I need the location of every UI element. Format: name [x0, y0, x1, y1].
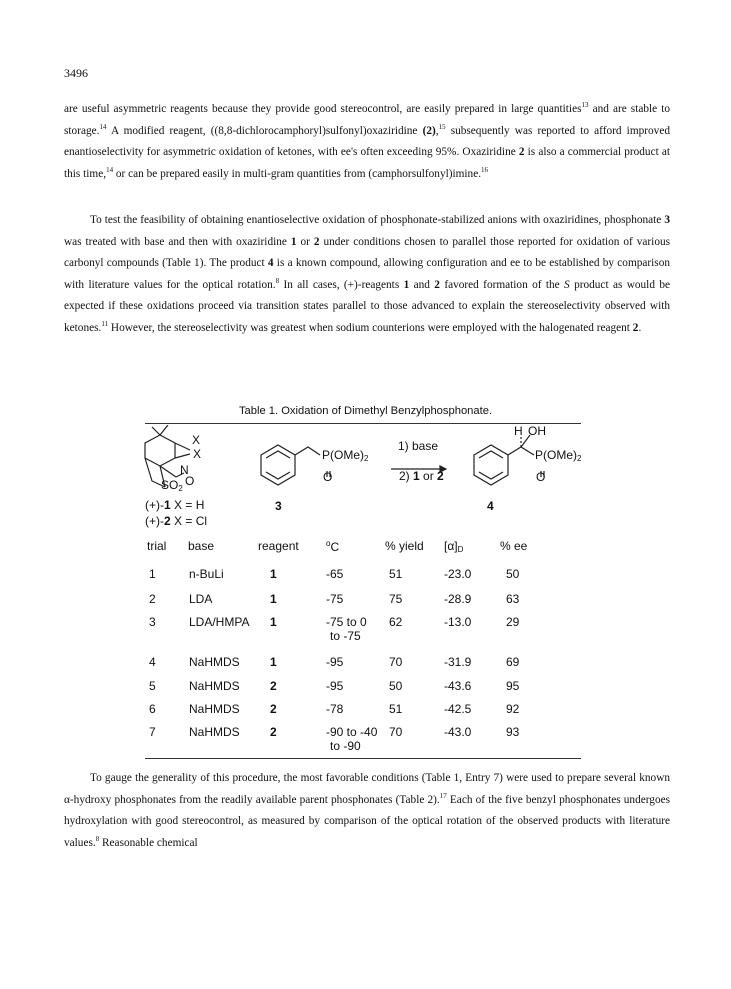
cell-trial: 3 [149, 615, 156, 629]
cell-yield: 70 [389, 655, 403, 669]
reaction-step-1: 1) base [398, 439, 439, 453]
cell-ee: 69 [506, 655, 520, 669]
compound-3-label: 3 [275, 499, 282, 513]
cell-base: NaHMDS [189, 655, 240, 669]
cell-yield: 75 [389, 592, 403, 606]
phosphonate-4-group: $P(OMe)_2$ [535, 448, 582, 463]
page-number: 3496 [64, 66, 88, 80]
cell-yield: 50 [389, 679, 403, 693]
phosphonate-4-oxygen: O [536, 470, 546, 484]
cell-rotation: -42.5 [444, 702, 472, 716]
cell-reagent: 1 [270, 615, 277, 629]
header-trial: trial [147, 539, 167, 553]
cell-ee: 95 [506, 679, 520, 693]
table-bottom-rule [145, 758, 581, 759]
cell-yield: 51 [389, 702, 403, 716]
cell-base: LDA [189, 592, 213, 606]
hydrogen-label: H [514, 424, 523, 438]
cell-rotation: -23.0 [444, 567, 472, 581]
cell-temperature: -65 [326, 567, 344, 581]
paragraph-1: are useful asymmetric reagents because they provide good stereocontrol, are easily prepared in large quantities$^{13}$ and are stable to storage.$^{14}$ A modified reagent, ((8,8-dichlorocamphoryl)sulfonyl)oxaziridine (2),$^{15}$ subsequently was reported to afford improved enantioselectivity for asymmetric oxidation of ketones, with ee's often exceeding 95%. Oxaziridine 2 is also a commercial product at this time,$^{14}$ or can be prepared easily in multi-gram quantities from (camphorsulfonyl)imine.$^{16}$ [64, 101, 671, 180]
header-rotation: $[\alpha]_D$ [444, 539, 464, 554]
hydroxyl-label: OH [528, 424, 546, 438]
cell-temperature: -95 [326, 679, 344, 693]
cell-reagent: 1 [270, 592, 277, 606]
header-yield: % yield [385, 539, 424, 553]
cell-reagent: 1 [270, 655, 277, 669]
cell-temperature-cont: to -75 [330, 629, 361, 643]
cell-base: NaHMDS [189, 702, 240, 716]
cell-trial: 6 [149, 702, 156, 716]
cell-base: NaHMDS [189, 725, 240, 739]
cell-temperature-cont: to -90 [330, 739, 361, 753]
cell-rotation: -43.6 [444, 679, 472, 693]
cell-rotation: -28.9 [444, 592, 472, 606]
cell-trial: 4 [149, 655, 156, 669]
table-caption: Table 1. Oxidation of Dimethyl Benzylphosphonate. [238, 405, 493, 417]
cell-ee: 29 [506, 615, 520, 629]
cell-trial: 1 [149, 567, 156, 581]
cell-reagent: 2 [270, 679, 277, 693]
header-base: base [188, 539, 215, 553]
cell-temperature: -78 [326, 702, 344, 716]
compound-4-label: 4 [487, 499, 494, 513]
reaction-step-2: 2) 1 or 2 [399, 469, 444, 483]
cell-rotation: -43.0 [444, 725, 472, 739]
cell-trial: 2 [149, 592, 156, 606]
paragraph-3: To gauge the generality of this procedure, the most favorable conditions (Table 1, Entry 7) were used to prepare several known α-hydroxy phosphonates from the readily available parent phosphonates (Table 2).$^{17}$ Each of the five benzyl phosphonates undergoes hydroxylation with good stereocontrol, as measured by comparison of the optical rotation of the observed products with literature values.$^8$ Reasonable chemical [64, 772, 670, 849]
cell-rotation: -13.0 [444, 615, 472, 629]
cell-ee: 92 [506, 702, 520, 716]
cell-trial: 5 [149, 679, 156, 693]
cell-temperature: -75 to 0 [326, 615, 367, 629]
oxaziridine-oxygen-label: O [185, 474, 195, 488]
cell-reagent: 2 [270, 725, 277, 739]
reagent-2-label: (+)-2 X = Cl [145, 514, 208, 528]
cell-temperature: -75 [326, 592, 344, 606]
x-substituent-bottom: X [193, 447, 202, 461]
cell-reagent: 1 [270, 567, 277, 581]
nitrogen-label: N [180, 463, 189, 477]
header-reagent: reagent [258, 539, 299, 553]
cell-yield: 70 [389, 725, 403, 739]
reagent-1-label: (+)-1 X = H [145, 498, 205, 512]
cell-ee: 63 [506, 592, 520, 606]
cell-temperature: -95 [326, 655, 344, 669]
phosphonate-3-group: $P(OMe)_2$ [322, 448, 369, 463]
header-ee: % ee [500, 539, 528, 553]
cell-yield: 62 [389, 615, 403, 629]
reaction-scheme [0, 425, 731, 535]
cell-base: n-BuLi [189, 567, 224, 581]
cell-base: LDA/HMPA [189, 615, 250, 629]
x-substituent-top: X [192, 433, 201, 447]
cell-base: NaHMDS [189, 679, 240, 693]
cell-ee: 50 [506, 567, 520, 581]
paragraph-2: To test the feasibility of obtaining enantioselective oxidation of phosphonate-stabilized anions with oxaziridines, phosphonate 3 was treated with base and then with oxaziridine 1 or 2 under conditions chosen to parallel those reported for oxidation of various carbonyl compounds (Table 1). The product 4 is a known compound, allowing configuration and ee to be established by comparison with literature values for the optical rotation.$^8$ In all cases, (+)-reagents 1 and 2 favored formation of the S product as would be expected if these oxidations proceed via transition states parallel to those advanced to explain the stereoselectivity observed with ketones.$^{11}$ However, the stereoselectivity was greatest when sodium counterions were employed with the halogenated reagent 2. [64, 214, 671, 334]
header-temperature: $^o$C [326, 539, 340, 554]
cell-yield: 51 [389, 567, 403, 581]
cell-rotation: -31.9 [444, 655, 472, 669]
cell-trial: 7 [149, 725, 156, 739]
sulfonyl-label: $SO_2$ [161, 478, 183, 493]
cell-reagent: 2 [270, 702, 277, 716]
cell-temperature: -90 to -40 [326, 725, 378, 739]
phosphonate-3-oxygen: O [323, 470, 333, 484]
cell-ee: 93 [506, 725, 520, 739]
